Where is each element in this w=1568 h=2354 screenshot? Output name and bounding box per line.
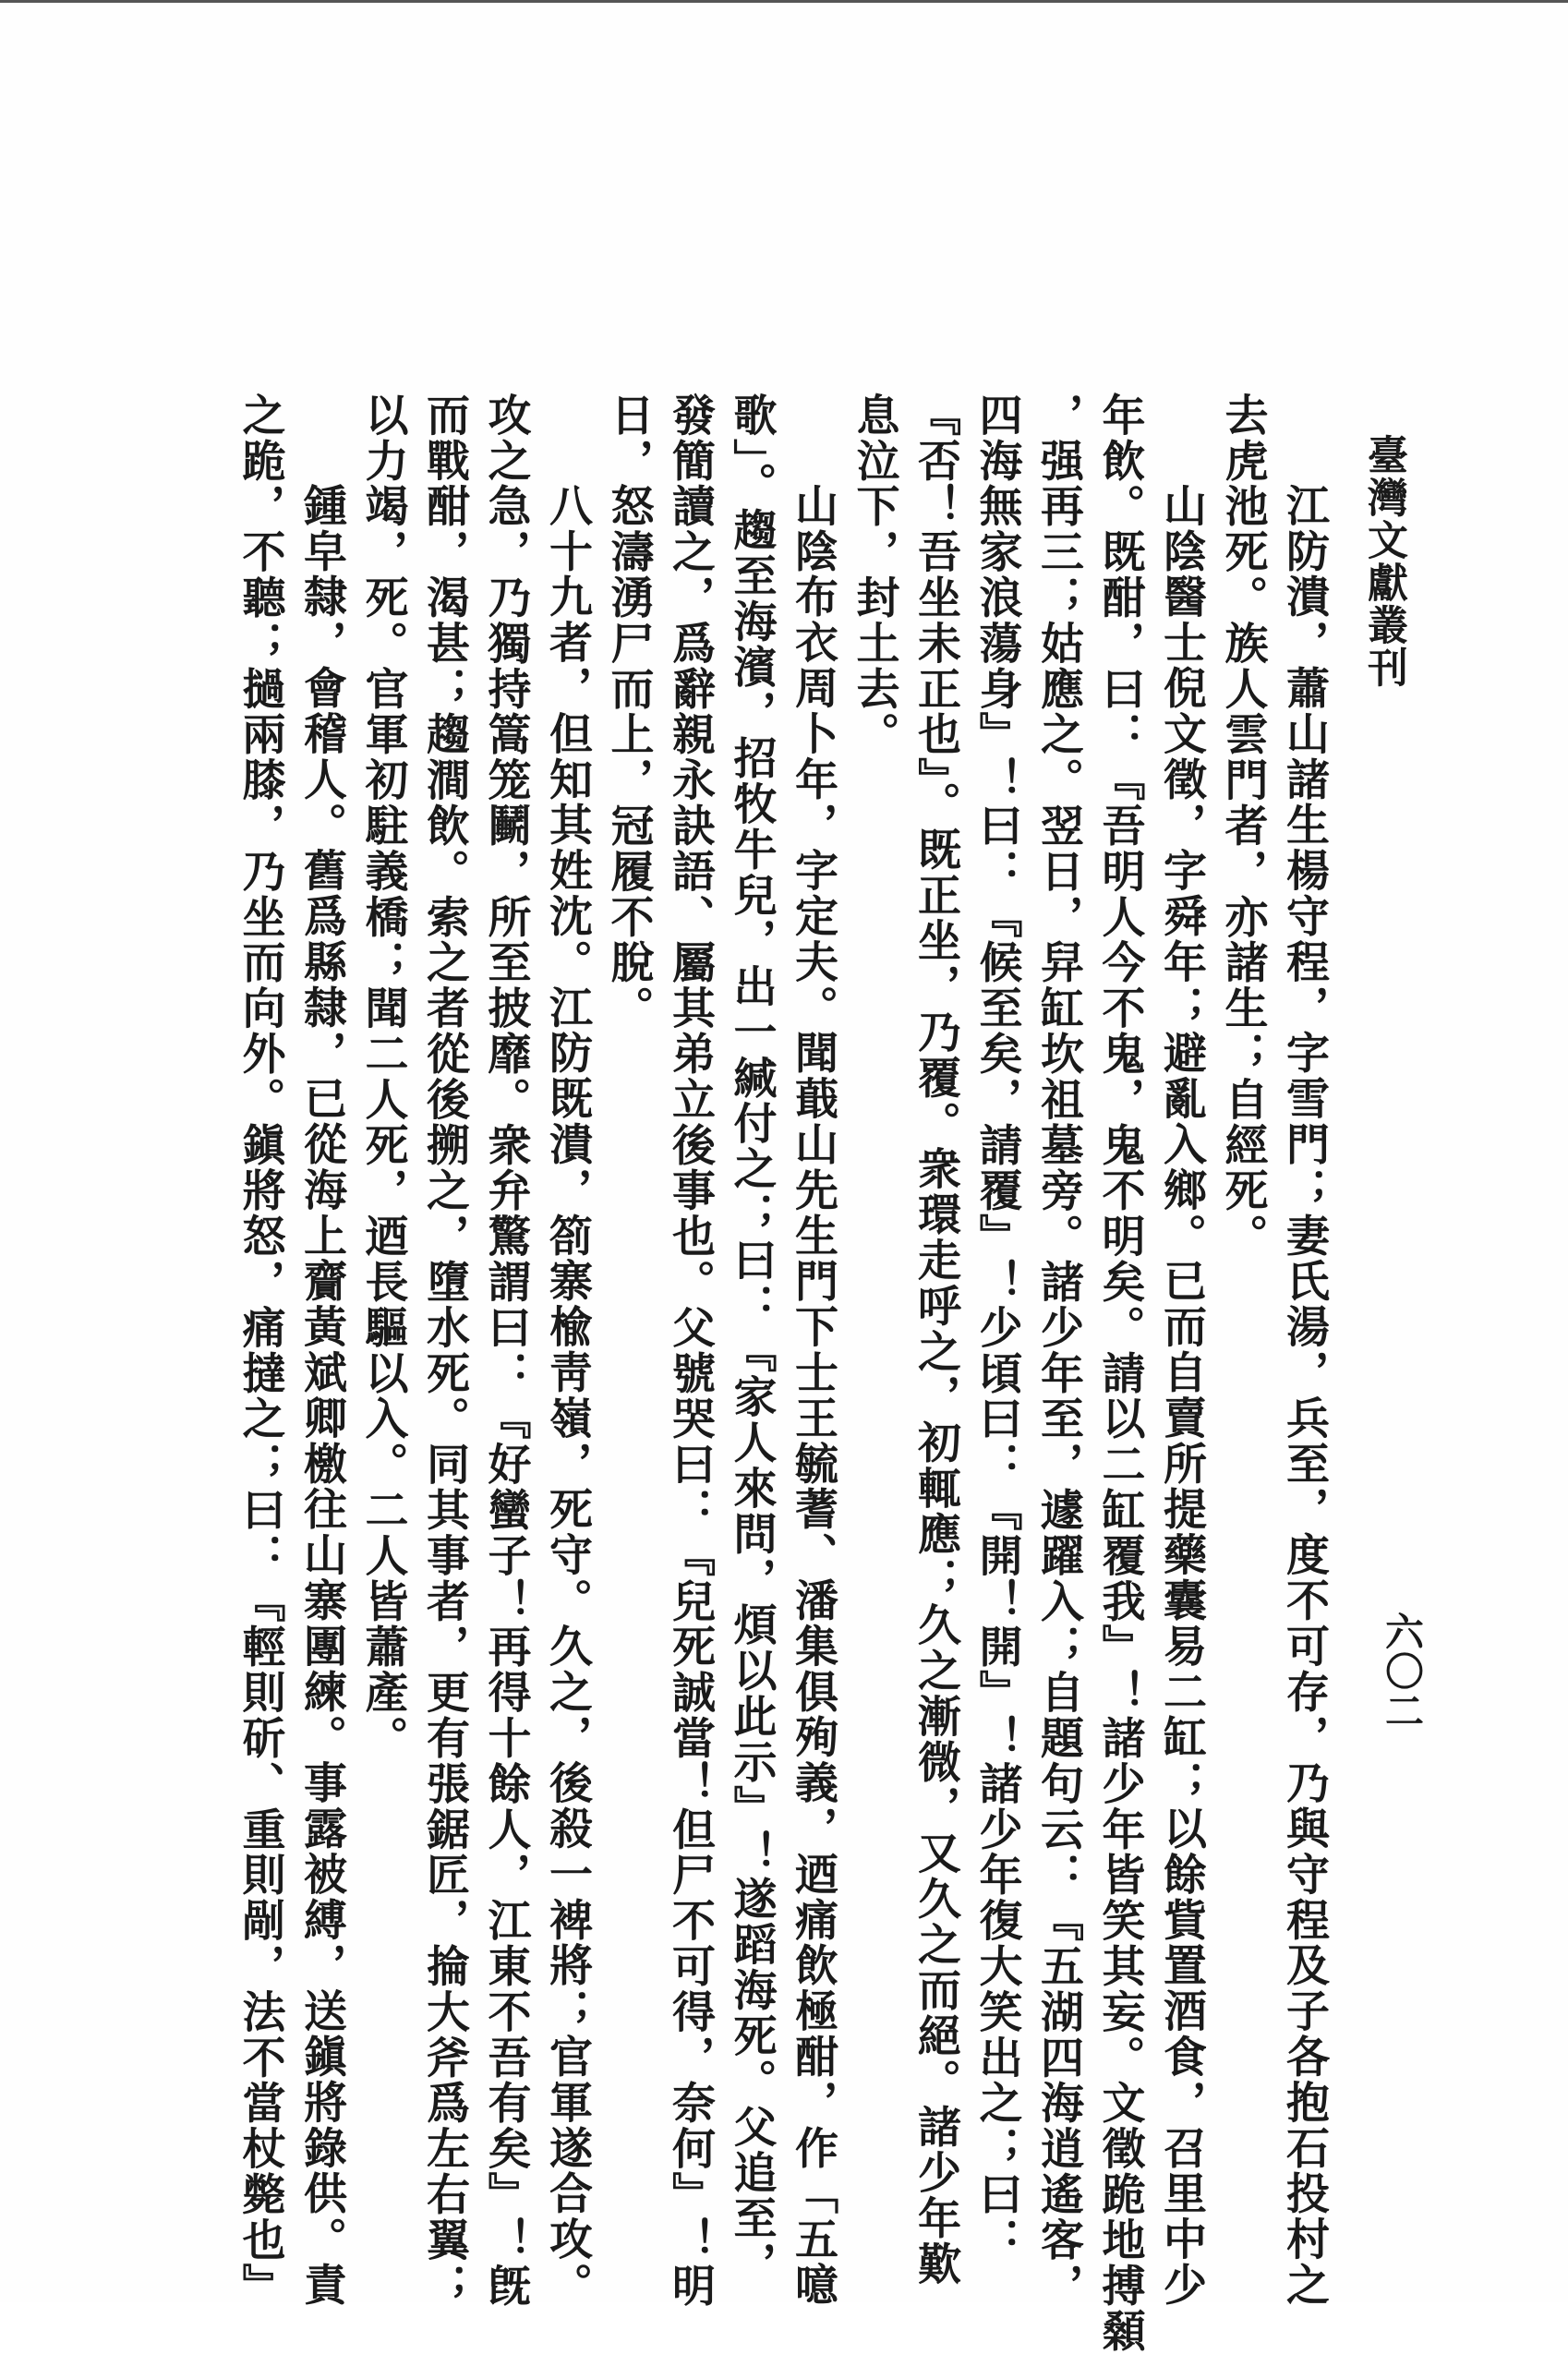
text-column: 山陰布衣周卜年，字定夫。聞蕺山先生門下士王毓蓍、潘集俱殉義，迺痛飲極酣，作「五噫 [788,483,838,2308]
text-column: 『否！吾坐未正也』。既正坐，乃覆。衆環走呼之，初輒應；久之漸微，又久之而絕。諸少年歎 [911,392,961,2288]
page-number: 六〇二 [1380,1612,1425,1731]
running-header-title: 臺灣文獻叢刊 [1360,434,1407,689]
text-column: 鍾皁隸，會稽人。舊爲縣隸，已從海上齎黃斌卿檄往山寨團練。事露被縛，送鎭將錄供。責 [296,483,347,2308]
text-column: 攻之急，乃獨持篙笼鬭，所至披靡。衆弁驚謂曰：『好蠻子！再得十餘人，江東不吾有矣』！旣 [480,392,532,2309]
text-column: 江防潰，蕭山諸生楊守程，字雪門；妻氏湯，兵至，度不可存，乃與守程及子各抱石投村之 [1279,483,1330,2308]
text-column: 日，怒濤湧尸而上，冠履不脫。 [603,392,655,1032]
text-column: 以力竭，死。官軍初駐義橋；聞二人死，迺長驅以入。二人皆蕭產。 [357,392,409,1761]
text-column: 四海無家浪蕩身』！曰：『候至矣，請覆』！少頃曰：『開！開』！諸少年復大笑出之；曰： [971,392,1023,2263]
text-column: 年飲。既酣，曰：『吾明人今不鬼，鬼不明矣。請以二缸覆我』！諸少年皆笑其妄。文徵跪地搏顙 [1094,392,1146,2354]
text-column: ，强再三；姑應之。翌日，舁缸坎祖墓旁。諸少年至，遽躍入；自題句云：『五湖四海逍遙客， [1033,392,1084,2309]
text-column: 息泣下，封土去。 [849,392,900,758]
text-column: 山陰醫士倪文徵，字舜年；避亂入鄉。已而自賣所提藥囊易二缸；以餘貲置酒食，召里中少 [1156,483,1207,2308]
text-column: 歌」。趨至海濱，招牧牛兒，出一緘付之；曰：『家人來問，煩以此示』！遂蹈海死。父追至， [726,392,778,2288]
top-border-line [0,0,1568,3]
text-column: 八十九者，但知其姓沈。江防既潰，箚寨楡靑嶺，死守。久之，後殺一裨將；官軍遂合攻。 [542,483,593,2308]
vertical-body-text [218,392,1330,2354]
text-column: 去虎池死。族人雲門者，亦諸生；自經死。 [1217,392,1269,1260]
text-column: 而戰酣，渴甚；趨澗飲。索之者從後搠之，墮水死。同其事者，更有張鋸匠，掄大斧爲左右翼； [419,392,470,2309]
text-column: 發簡讀之，爲辭親永訣語、屬其弟立後事也。父號哭曰：『兒死誠當！但尸不可得，奈何』！明 [665,392,716,2309]
text-column: 之跪，不聽；撾兩膝，乃坐而向外。鎭將怒，痛撻之；曰：『輕則斫、重則剮，法不當杖斃也』 [235,392,286,2309]
